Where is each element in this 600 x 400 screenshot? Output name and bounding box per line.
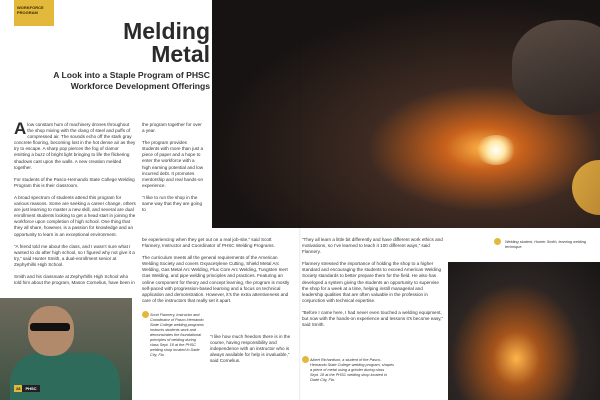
paragraph: Flannery stressed the importance of holding the shop to a higher standard and encouraging the students to exceed American Welding Society standards to better prepare them for the field. He also has developed a system giving the students an opportunity to supervise the shop for a week at a time, helping instill managerial and leadership qualities that are often valuable in the profession in conjunction with technical expertise. xyxy=(302,261,442,303)
paragraph: low constant hum of machinery drones throughout the shop mixing with the clang of steel and puffs of compressed air. The sounds echo off the stark gray concrete flooring, becoming lost in the hot dense air as they try to escape. A sharp pop pierces the fog of clamor emitting a buzz of bright light bringing to life the flickering shadows cast upon the walls. A new creation melded together. xyxy=(14,122,136,170)
caption-bullet xyxy=(302,356,309,363)
paragraph: The program provides students with more than just a piece of paper and a hope to enter the workforce with a high earning potential and low incurred debt. It promotes mentorship and real hands-on experience. xyxy=(142,140,204,188)
paragraph: A broad spectrum of students attend this program for various reasons. Some are seeking a career change, others are just learning to master a new skill, and several are dual enrollment students looking to get a head start in joining the workforce upon completion of high school. One thing that they all share, however, is a passion for knowledge and an opportunity to learn in an exceptional environment. xyxy=(14,194,136,237)
photo-caption-welder: Welding student, Hunter Smith, learning welding technique. xyxy=(505,240,586,249)
section-tag xyxy=(14,0,54,26)
article-column-4 xyxy=(302,237,444,334)
photo-caption-grinder: Albert Richardson, a student of the Pasco-Hernando State College welding program, shapes a piece of metal using a grinder during class Sept. 18 at the PHSC welding shop located in Dade City, Fla. xyxy=(310,358,395,382)
page-gutter xyxy=(299,0,301,400)
weld-spark xyxy=(476,135,516,165)
caption-bullet xyxy=(142,311,149,318)
student-head xyxy=(28,306,74,356)
welding-helmet xyxy=(512,20,600,115)
publication-name: PHSC xyxy=(22,385,39,392)
photo-caption-instructor: Scott Flannery, Instructor and Coordinator of Pasco-Hernando State College welding programs instructs students work and demonstrates the foundational principles of welding during class Sept. 18 at the PHSC welding shop located in Dade City, Fla. xyxy=(150,313,204,357)
paragraph: “I like to run the shop in the same way that they are going to xyxy=(142,194,203,213)
safety-glasses xyxy=(30,323,70,331)
student-body xyxy=(10,353,120,400)
article-column-1 xyxy=(14,119,136,292)
page-footer xyxy=(14,385,40,392)
headline-line2: Metal xyxy=(151,41,210,67)
grinder-photo xyxy=(448,262,600,400)
paragraph: For students of the Pasco-Hernando State College Welding Program this is their classroom. xyxy=(14,176,135,188)
subtitle-line1: A Look into a Staple Program of PHSC xyxy=(53,70,210,80)
subtitle-line2: Workforce Development Offerings xyxy=(70,81,210,91)
drop-cap: A xyxy=(14,119,27,138)
paragraph: “They all learn a little bit differently and have different work ethics and motivations, so I’ve learned to teach it 100 different ways,” said Flannery. xyxy=(302,237,443,255)
paragraph: The curriculum meets all the general requirements of the American Welding Society and covers Oxyacetylene Cutting, Shield Metal Arc Welding, Gas Metal Arc Welding, Flux Core Arc Welding, Tungsten Inert Gas Welding, and pipe welding principles and practices. Featuring an online component for theory and concept learning, the program is mostly self-paced with progression-based learning and a focus on technical application and demonstration. However, it’s the extra attentiveness and care of the instructors that really set it apart. xyxy=(142,255,290,303)
section-tag-line1: WORKFORCE xyxy=(17,5,44,10)
caption-bullet xyxy=(494,238,501,245)
section-tag-line2: PROGRAM xyxy=(17,10,38,15)
welder-photo xyxy=(212,0,600,228)
headline xyxy=(60,20,210,66)
paragraph: the program together for over a year. xyxy=(142,122,202,134)
welding-glove xyxy=(572,160,600,215)
article-column-2 xyxy=(142,122,204,219)
paragraph: be experiencing when they get out on a real job-site,” said Scott Flannery, Instructor and Coordinator of PHSC Welding Programs. xyxy=(142,237,275,249)
headline-line1: Melding xyxy=(123,18,210,44)
article-column-3 xyxy=(142,237,290,310)
page-number: 28 xyxy=(16,386,21,391)
paragraph: “Before I came here, I had never even touched a welding equipment, but now with the hands-on experience and lessons it’s become easy,” said Smith. xyxy=(302,309,444,328)
paragraph: “A friend told me about the class, and I wasn’t sure what I wanted to do after high school, so I figured why not give it a try,” said Hunter Smith, a dual-enrollment senior at Zephyrhills High School. xyxy=(14,243,135,267)
paragraph: Smith and his classmate at Zephyrhills High School who told him about the program, Mason Cornelius, have been in xyxy=(14,273,135,286)
subtitle xyxy=(14,70,210,92)
pull-quote: “I like how much freedom there is in the course, having responsibility and independence with an instructor who is always available for help is invaluable,” said Cornelius. xyxy=(210,334,291,364)
